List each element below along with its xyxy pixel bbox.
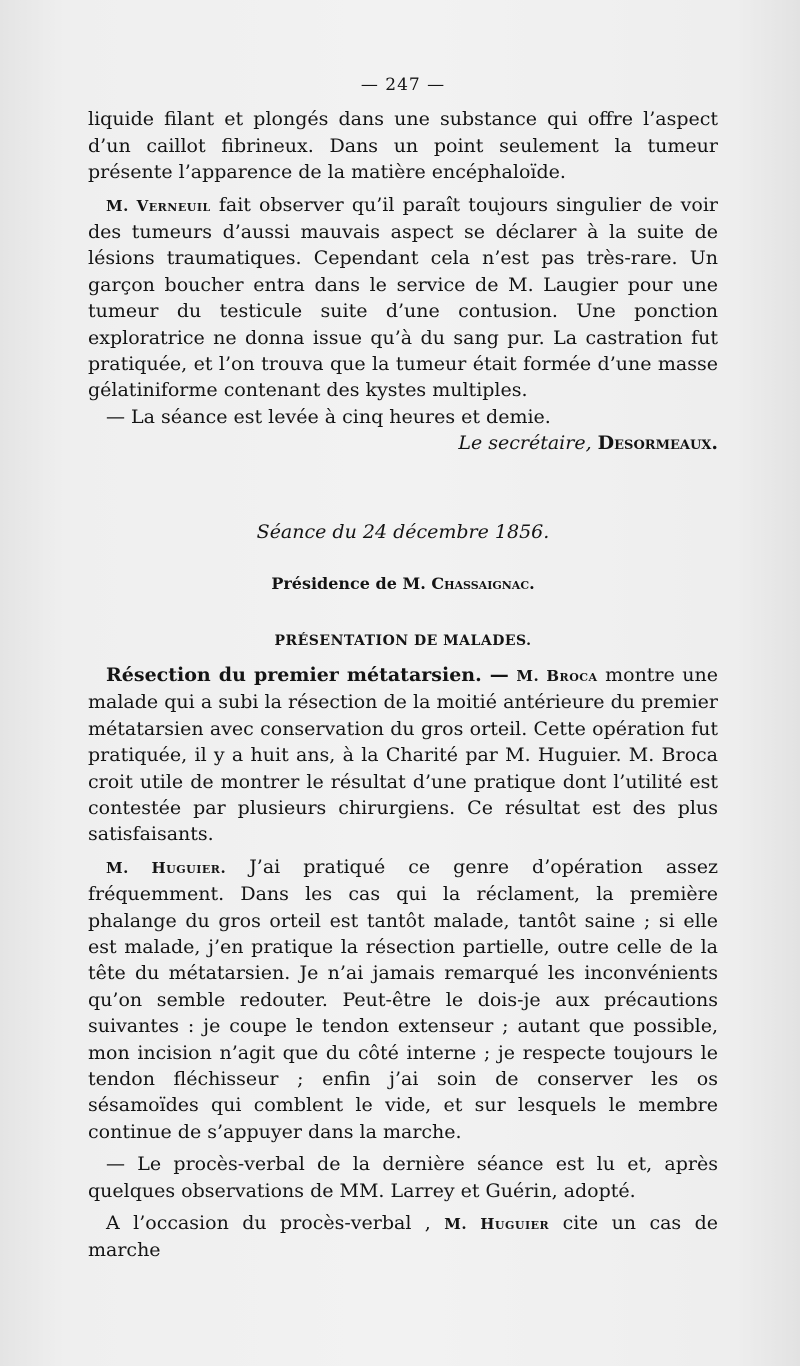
paragraph-occasion-lead: A l’occasion du procès-verbal , [106,1212,431,1235]
signature-title: Le secrétaire, [458,432,592,455]
presidence-label: Présidence de [271,574,397,594]
paragraph-verneuil-text: fait observer qu’il paraît toujours singulier de voir des tumeurs d’aussi mauvais aspect se déclarer à la suite de lésions traumatiques. Cependant cela n’est pas très-rare. Un garçon boucher entra dans le service de M. Laugier pour une tumeur du testicule suite d’une contusion. Une ponction exploratrice ne donna issue qu’à du sang pur. La castration fut pratiquée, et l’on trouva que la tumeur était formée d’une masse gélatiniforme contenant des kystes multiples. [88,193,719,402]
text-column [88,72,718,1264]
speaker-huguier-2: M. Huguier [444,1215,550,1234]
signature-name: Desormeaux. [597,432,718,455]
presidence-heading [88,571,718,597]
speaker-huguier: M. Huguier. [106,858,227,877]
paragraph-huguier-text: J’ai pratiqué ce genre d’opération assez fréquemment. Dans les cas qui la réclament, la première phalange du gros orteil est tantôt malade, tantôt saine ; si elle est malade, j’en pratique la résection partielle, outre celle de la tête du métatarsien. Je n’ai jamais remarqué les inconvénients qu’on semble redouter. Peut-être le dois-je aux précautions suivantes : je coupe le tendon extenseur ; autant que possible, mon incision n’agit que du côté interne ; je respecte toujours le tendon fléchisseur ; enfin j’ai soin de conserver les os sésamoïdes qui comblent le vide, et sur lesquels le membre continue de s’appuyer dans la marche. [88,855,718,1143]
paragraph-huguier [88,854,718,1145]
paragraph-verneuil [88,192,718,404]
paragraph-tumor-description: liquide filant et plongés dans une substance qui offre l’aspect d’un caillot fibrineux. Dans un point seulement la tumeur présente l’apparence de la matière encéphaloïde. [88,108,718,184]
section-heading: PRÉSENTATION DE MALADES. [274,632,532,649]
speaker-broca: M. Broca [516,666,598,685]
paragraph-broca [88,662,718,848]
paragraph-broca-text: montre une malade qui a subi la résection de la moitié antérieure du premier métatarsien avec conservation du gros orteil. Cette opération fut pratiquée, il y a huit ans, à la Charité par M. Huguier. M. Broca croit utile de montrer le résultat d’une pratique dont l’utilité est contestée par plusieurs chirurgiens. Ce résultat est des plus satisfaisants. [88,663,719,846]
signature [88,430,718,456]
presidence-name: M. Chassaignac. [402,574,535,594]
session-heading: Séance du 24 décembre 1856. [256,520,550,543]
paragraph-proces-verbal: — Le procès-verbal de la dernière séance est lu et, après quelques observations de MM. Larrey et Guérin, adopté. [88,1153,718,1202]
paragraph-adjournment: — La séance est levée à cinq heures et demie. [106,405,551,428]
paragraph-occasion [88,1210,718,1264]
run-in-heading: Résection du premier métatarsien. — [106,663,509,686]
page-number: — 247 — [360,75,446,95]
paragraph-occasion-text: cite un cas de marche [88,1212,718,1262]
speaker-verneuil: M. Verneuil [106,196,211,215]
